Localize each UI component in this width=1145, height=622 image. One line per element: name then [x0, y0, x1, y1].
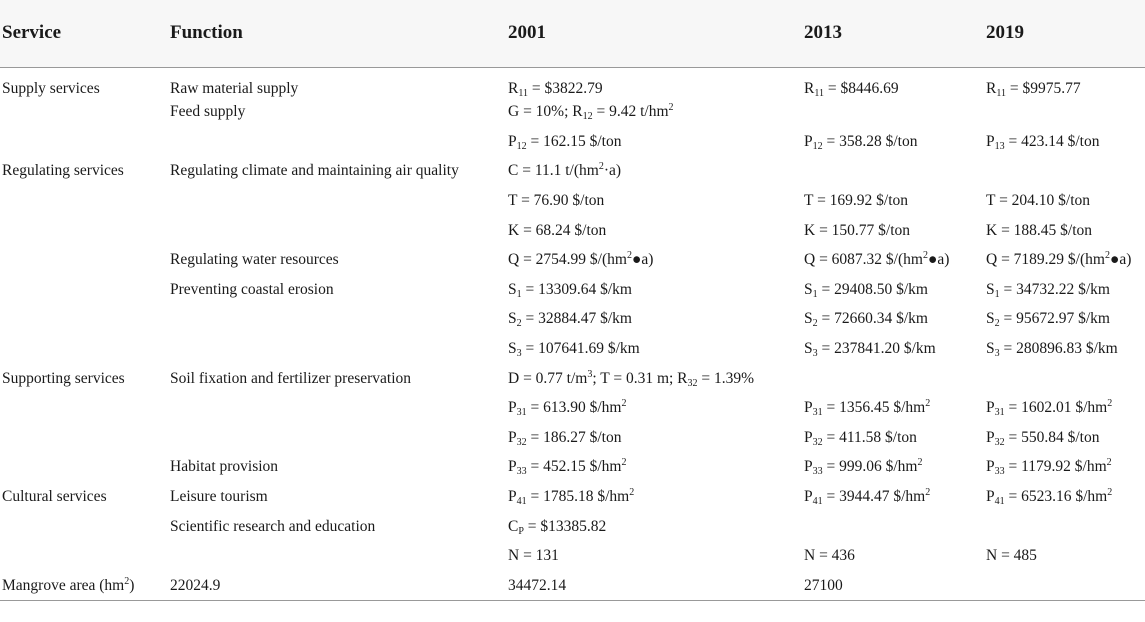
function-cell — [168, 186, 506, 216]
superscript-text: 2 — [1107, 487, 1113, 499]
cell-text: = 6523.16 $/hm — [1004, 488, 1108, 506]
cell-text: P — [804, 399, 813, 417]
superscript-text: 2 — [925, 398, 931, 410]
table-row — [0, 482, 1145, 512]
cell-text: 34472.14 — [508, 576, 567, 594]
value-2019-cell — [984, 275, 1145, 305]
subscript-text: 31 — [812, 407, 823, 419]
subscript-text: 3 — [516, 348, 522, 360]
subscript-text: 41 — [994, 496, 1005, 508]
value-2013-cell — [802, 305, 984, 335]
subscript-text: 12 — [582, 111, 593, 123]
subscript-text: 3 — [994, 348, 1000, 360]
cell-text: = 107641.69 $/km — [521, 340, 640, 358]
cell-text: N = 436 — [804, 547, 855, 565]
superscript-text: 2 — [925, 487, 931, 499]
subscript-text: 2 — [994, 318, 1000, 330]
function-cell: Scientific research and education — [170, 517, 376, 535]
cell-text: = 32884.47 $/km — [521, 310, 632, 328]
subscript-text: 1 — [516, 288, 522, 300]
cell-text: R — [508, 79, 519, 97]
table-row — [0, 157, 1145, 187]
cell-text: S — [804, 310, 813, 328]
cell-text: = 186.27 $/ton — [526, 428, 622, 446]
subscript-text: 13 — [994, 140, 1005, 152]
header-row — [0, 0, 1145, 67]
cell-text: G = 10%; R — [508, 103, 583, 121]
superscript-text: 2 — [1104, 250, 1110, 262]
value-2001-cell — [506, 67, 802, 98]
table-header — [0, 0, 1145, 67]
superscript-text: 2 — [668, 102, 674, 114]
value-2001-cell — [506, 275, 802, 305]
cell-text: P — [986, 399, 995, 417]
value-2019-cell — [984, 423, 1145, 453]
cell-text: S — [508, 340, 517, 358]
value-2013-cell — [802, 453, 984, 483]
function-cell — [168, 541, 506, 571]
header-2001: 2001 — [506, 0, 802, 67]
cell-text: P — [986, 458, 995, 476]
value-2013-cell — [802, 275, 984, 305]
value-2001-cell — [506, 512, 802, 542]
cell-text: K = 188.45 $/ton — [986, 221, 1093, 239]
value-2013-cell — [802, 67, 984, 98]
subscript-text: 12 — [516, 140, 527, 152]
function-cell: Soil fixation and fertilizer preservation — [170, 369, 412, 387]
cell-text: S — [508, 310, 517, 328]
subscript-text: 41 — [812, 496, 823, 508]
superscript-text: 2 — [124, 575, 130, 587]
cell-text: P — [508, 458, 517, 476]
value-2001-cell — [506, 305, 802, 335]
value-2001-cell — [506, 245, 802, 275]
function-cell: Habitat provision — [170, 458, 279, 476]
value-2013-cell — [802, 393, 984, 423]
superscript-text: 2 — [1106, 457, 1112, 469]
cell-text: N = 485 — [986, 547, 1037, 565]
value-2019-cell — [984, 67, 1145, 98]
function-cell: Feed supply — [170, 103, 246, 121]
cell-text: P — [986, 488, 995, 506]
cell-text: R — [804, 79, 815, 97]
table-row — [0, 334, 1145, 364]
function-cell — [168, 305, 506, 335]
value-2001-cell — [506, 423, 802, 453]
service-cell — [0, 334, 168, 364]
value-2019-cell — [984, 364, 1145, 394]
function-cell: 22024.9 — [168, 571, 506, 601]
table-row — [0, 67, 1145, 98]
subscript-text: 33 — [516, 466, 527, 478]
value-2013-cell — [802, 334, 984, 364]
service-cell — [0, 571, 168, 601]
cell-text: D = 0.77 t/m — [508, 369, 588, 387]
cell-text: Q = 2754.99 $/(hm — [508, 251, 627, 269]
cell-text: S — [804, 280, 813, 298]
subscript-text: 2 — [812, 318, 818, 330]
subscript-text: 32 — [994, 436, 1005, 448]
subscript-text: 2 — [516, 318, 522, 330]
superscript-text: 2 — [922, 250, 928, 262]
cell-text: ·a) — [603, 162, 622, 180]
superscript-text: 2 — [626, 250, 632, 262]
table-row — [0, 453, 1145, 483]
function-cell: Preventing coastal erosion — [170, 280, 334, 298]
cell-text: ; T = 0.31 m; R — [592, 369, 688, 387]
cell-text: = 1785.18 $/hm — [526, 488, 630, 506]
value-2013-cell — [802, 571, 984, 601]
function-cell — [168, 216, 506, 246]
table-row — [0, 216, 1145, 246]
subscript-text: 11 — [996, 87, 1006, 99]
function-cell: Regulating climate and maintaining air quality — [170, 162, 459, 180]
cell-text: P — [508, 132, 517, 150]
cell-text: = 423.14 $/ton — [1004, 132, 1100, 150]
cell-text: = 358.28 $/ton — [822, 132, 918, 150]
function-cell — [168, 423, 506, 453]
subscript-text: 31 — [994, 407, 1005, 419]
function-cell — [168, 334, 506, 364]
cell-text: T = 204.10 $/ton — [986, 192, 1091, 210]
service-cell — [0, 423, 168, 453]
subscript-text: 41 — [516, 496, 527, 508]
subscript-text: 1 — [812, 288, 818, 300]
cell-text: C — [508, 517, 519, 535]
table-body — [0, 67, 1145, 601]
cell-text: P — [804, 428, 813, 446]
function-cell — [168, 127, 506, 157]
subscript-text: 11 — [518, 87, 528, 99]
service-cell — [0, 453, 168, 483]
cell-text: K = 150.77 $/ton — [804, 221, 911, 239]
superscript-text: 2 — [1107, 398, 1113, 410]
cell-text: = 3944.47 $/hm — [822, 488, 926, 506]
table-row — [0, 423, 1145, 453]
value-2001-cell — [506, 186, 802, 216]
value-2001-cell — [506, 541, 802, 571]
service-cell — [0, 127, 168, 157]
subscript-text: 12 — [812, 140, 823, 152]
table-row — [0, 364, 1145, 394]
value-2001-cell — [506, 334, 802, 364]
table-row — [0, 571, 1145, 601]
subscript-text: 33 — [812, 466, 823, 478]
cell-text: 27100 — [804, 576, 843, 594]
value-2001-cell — [506, 157, 802, 187]
cell-text: = $9975.77 — [1005, 79, 1081, 97]
subscript-text: 1 — [994, 288, 1000, 300]
cell-text: = 72660.34 $/km — [817, 310, 928, 328]
cell-text: = 613.90 $/hm — [526, 399, 622, 417]
value-2013-cell — [802, 127, 984, 157]
cell-text: ●a) — [631, 251, 654, 269]
service-cell — [0, 275, 168, 305]
subscript-text: P — [518, 525, 524, 537]
value-2019-cell — [984, 216, 1145, 246]
cell-text: P — [986, 132, 995, 150]
cell-text: = 1602.01 $/hm — [1004, 399, 1108, 417]
cell-text: S — [508, 280, 517, 298]
function-cell — [168, 393, 506, 423]
value-2013-cell — [802, 364, 984, 394]
cell-text: N = 131 — [508, 547, 559, 565]
cell-text: Q = 7189.29 $/(hm — [986, 251, 1105, 269]
service-cell: Regulating services — [2, 162, 124, 180]
function-cell: Regulating water resources — [170, 251, 339, 269]
value-2013-cell — [802, 423, 984, 453]
cell-text: P — [508, 488, 517, 506]
service-cell — [0, 216, 168, 246]
subscript-text: 31 — [516, 407, 527, 419]
subscript-text: 11 — [814, 87, 824, 99]
subscript-text: 32 — [812, 436, 823, 448]
service-cell — [0, 245, 168, 275]
value-2019-cell — [984, 186, 1145, 216]
cell-text: = 162.15 $/ton — [526, 132, 622, 150]
value-2013-cell — [802, 186, 984, 216]
value-2001-cell — [506, 571, 802, 601]
cell-text: = 452.15 $/hm — [526, 458, 622, 476]
cell-text: P — [804, 458, 813, 476]
header-2019: 2019 — [984, 0, 1145, 67]
value-2001-cell — [506, 98, 802, 128]
subscript-text: 33 — [994, 466, 1005, 478]
value-2019-cell — [984, 541, 1145, 571]
value-2001-cell — [506, 364, 802, 394]
service-cell: Cultural services — [2, 488, 107, 506]
cell-text: = 999.06 $/hm — [822, 458, 918, 476]
cell-text: = 34732.22 $/km — [999, 280, 1110, 298]
value-2013-cell — [802, 157, 984, 187]
value-2001-cell — [506, 393, 802, 423]
cell-text: Mangrove area (hm — [2, 576, 125, 594]
value-2019-cell — [984, 157, 1145, 187]
value-2013-cell — [802, 512, 984, 542]
table-row — [0, 275, 1145, 305]
cell-text: = 13309.64 $/km — [521, 280, 632, 298]
table-row — [0, 541, 1145, 571]
cell-text: = 1179.92 $/hm — [1004, 458, 1107, 476]
header-function: Function — [168, 0, 506, 67]
service-cell — [0, 393, 168, 423]
value-2001-cell — [506, 127, 802, 157]
cell-text: C = 11.1 t/(hm — [508, 162, 599, 180]
superscript-text: 2 — [629, 487, 635, 499]
cell-text: P — [986, 428, 995, 446]
cell-text: K = 68.24 $/ton — [508, 221, 607, 239]
value-2019-cell — [984, 453, 1145, 483]
table-row — [0, 305, 1145, 335]
value-2013-cell — [802, 216, 984, 246]
function-cell: Raw material supply — [170, 79, 299, 97]
superscript-text: 2 — [621, 457, 627, 469]
value-2001-cell — [506, 482, 802, 512]
cell-text: ) — [129, 576, 135, 594]
cell-text: = $3822.79 — [527, 79, 603, 97]
cell-text: ●a) — [1109, 251, 1132, 269]
value-2019-cell — [984, 127, 1145, 157]
service-cell: Supply services — [2, 79, 100, 97]
cell-text: = 1356.45 $/hm — [822, 399, 926, 417]
superscript-text: 2 — [917, 457, 923, 469]
cell-text: = $13385.82 — [523, 517, 607, 535]
cell-text: S — [804, 340, 813, 358]
superscript-text: 2 — [598, 161, 604, 173]
table-row — [0, 512, 1145, 542]
cell-text: S — [986, 340, 995, 358]
value-2001-cell — [506, 216, 802, 246]
table-row — [0, 98, 1145, 128]
function-cell: Leisure tourism — [170, 488, 268, 506]
cell-text: = 411.58 $/ton — [822, 428, 917, 446]
value-2013-cell — [802, 482, 984, 512]
value-2019-cell — [984, 98, 1145, 128]
service-cell — [0, 512, 168, 542]
cell-text: = 9.42 t/hm — [592, 103, 669, 121]
value-2013-cell — [802, 245, 984, 275]
value-2019-cell — [984, 393, 1145, 423]
cell-text: = $8446.69 — [823, 79, 899, 97]
cell-text: T = 76.90 $/ton — [508, 192, 605, 210]
cell-text: = 29408.50 $/km — [817, 280, 928, 298]
cell-text: S — [986, 280, 995, 298]
value-2019-cell — [984, 305, 1145, 335]
cell-text: R — [986, 79, 997, 97]
cell-text: P — [508, 428, 517, 446]
value-2013-cell — [802, 98, 984, 128]
subscript-text: 3 — [812, 348, 818, 360]
cell-text: S — [986, 310, 995, 328]
superscript-text: 2 — [621, 398, 627, 410]
header-service: Service — [0, 0, 168, 67]
cell-text: = 1.39% — [697, 369, 755, 387]
cell-text: P — [804, 488, 813, 506]
subscript-text: 32 — [687, 377, 698, 389]
cell-text: T = 169.92 $/ton — [804, 192, 909, 210]
table-row — [0, 186, 1145, 216]
value-2013-cell — [802, 541, 984, 571]
cell-text: = 280896.83 $/km — [999, 340, 1118, 358]
cell-text: = 95672.97 $/km — [999, 310, 1110, 328]
cell-text: ●a) — [927, 251, 950, 269]
value-2019-cell — [984, 571, 1145, 601]
cell-text: P — [804, 132, 813, 150]
subscript-text: 32 — [516, 436, 527, 448]
service-cell — [0, 305, 168, 335]
cell-text: P — [508, 399, 517, 417]
cell-text: = 550.84 $/ton — [1004, 428, 1100, 446]
cell-text: = 237841.20 $/km — [817, 340, 936, 358]
value-2019-cell — [984, 482, 1145, 512]
table-row — [0, 245, 1145, 275]
service-cell — [0, 186, 168, 216]
header-2013: 2013 — [802, 0, 984, 67]
service-cell: Supporting services — [2, 369, 125, 387]
service-cell — [0, 541, 168, 571]
value-2019-cell — [984, 245, 1145, 275]
value-2019-cell — [984, 512, 1145, 542]
cell-text: Q = 6087.32 $/(hm — [804, 251, 923, 269]
superscript-text: 3 — [587, 368, 593, 380]
value-2001-cell — [506, 453, 802, 483]
table-row — [0, 127, 1145, 157]
table-row — [0, 393, 1145, 423]
value-2019-cell — [984, 334, 1145, 364]
service-cell — [0, 98, 168, 128]
